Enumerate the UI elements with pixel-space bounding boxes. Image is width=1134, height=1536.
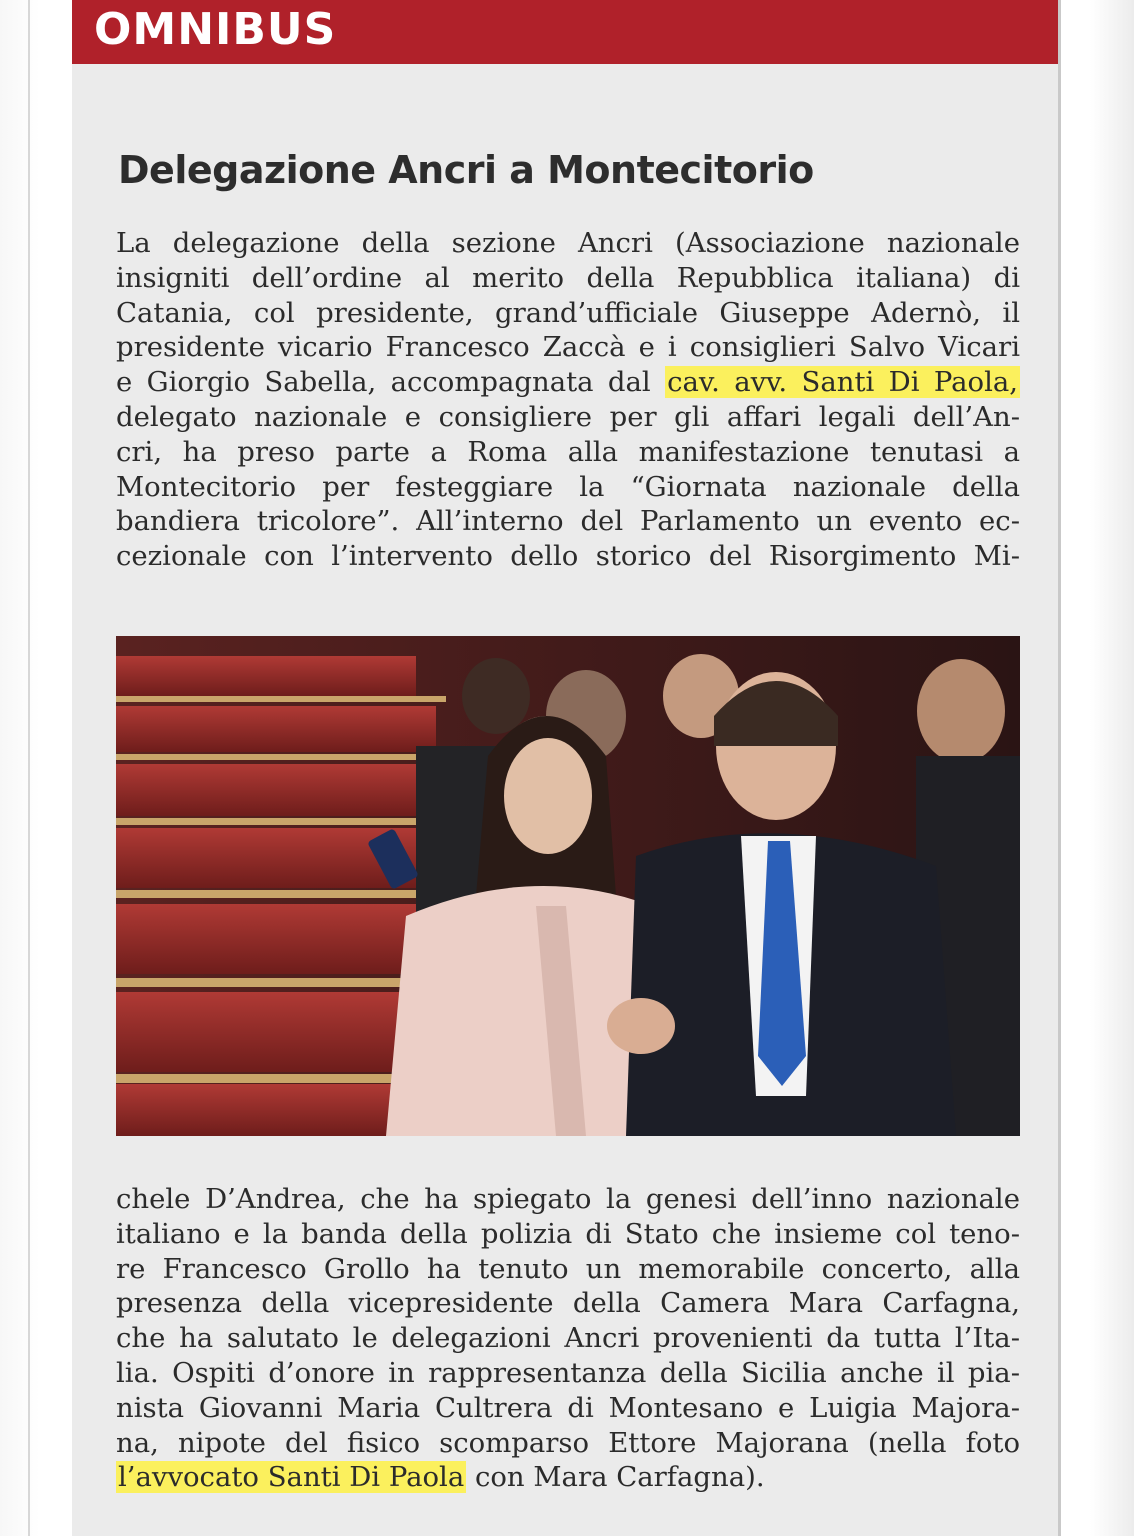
- body-line: bandiera tricolore”. All’interno del Parlamento un evento ec-: [116, 505, 1020, 538]
- body-line: cri, ha preso parte a Roma alla manifestazione tenutasi a: [116, 435, 1020, 468]
- body-line: che ha salutato le delegazioni Ancri provenienti da tutta l’Ita-: [116, 1322, 1020, 1355]
- body-line-with-highlight: [116, 1460, 1020, 1495]
- article-body-top: [116, 226, 1020, 574]
- body-line: re Francesco Grollo ha tenuto un memorabile concerto, alla: [116, 1252, 1020, 1285]
- body-line: Montecitorio per festeggiare la “Giornata nazionale della: [116, 470, 1020, 503]
- body-line: presenza della vicepresidente della Camera Mara Carfagna,: [116, 1287, 1020, 1320]
- photo-illustration: [116, 636, 1020, 1136]
- body-line: Catania, col presidente, grand’ufficiale Giuseppe Adernò, il: [116, 296, 1020, 329]
- body-line: La delegazione della sezione Ancri (Associazione nazionale: [116, 227, 1020, 259]
- body-line: na, nipote del fisico scomparso Ettore Majorana (nella foto: [116, 1426, 1020, 1459]
- article-body-bottom: [116, 1182, 1020, 1495]
- body-line: italiano e la banda della polizia di Stato che insieme col teno-: [116, 1217, 1020, 1250]
- article-headline: Delegazione Ancri a Montecitorio: [118, 148, 814, 192]
- article-photo: [116, 636, 1020, 1136]
- highlighted-name: cav. avv. Santi Di Paola,: [667, 366, 1018, 399]
- body-line: nista Giovanni Maria Cultrera di Montesano e Luigia Majora-: [116, 1391, 1020, 1424]
- right-margin-rule: [1058, 0, 1061, 1536]
- body-line: delegato nazionale e consigliere per gli affari legali dell’An-: [116, 400, 1020, 433]
- body-text: e Giorgio Sabella, accompagnata dal: [116, 366, 666, 399]
- left-margin-rule: [28, 0, 30, 1536]
- body-line: chele D’Andrea, che ha spiegato la genesi dell’inno nazionale: [116, 1183, 1020, 1215]
- body-line: presidente vicario Francesco Zaccà e i consiglieri Salvo Vicari: [116, 331, 1020, 364]
- section-masthead: [72, 0, 1058, 64]
- body-line: lia. Ospiti d’onore in rappresentanza della Sicilia anche il pia-: [116, 1356, 1020, 1389]
- body-text: con Mara Carfagna).: [466, 1461, 765, 1494]
- body-line: cezionale con l’intervento dello storico del Risorgimento Mi-: [116, 540, 1020, 573]
- section-title: OMNIBUS: [94, 4, 337, 55]
- body-line-with-highlight: [116, 365, 1020, 400]
- body-line: insigniti dell’ordine al merito della Repubblica italiana) di: [116, 261, 1020, 294]
- highlighted-name: l’avvocato Santi Di Paola: [118, 1461, 465, 1494]
